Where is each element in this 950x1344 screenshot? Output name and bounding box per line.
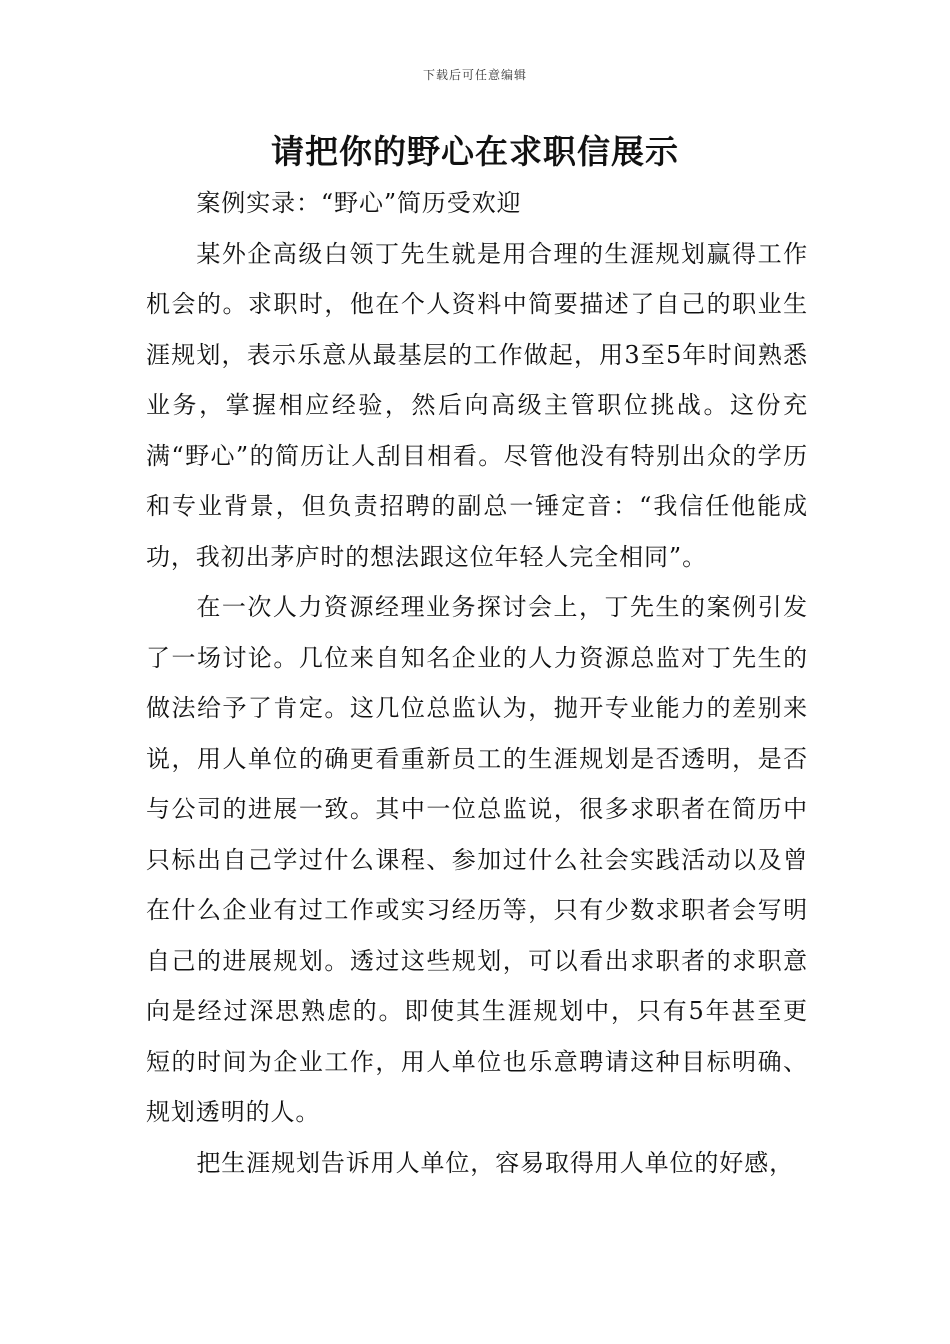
paragraph-1: 某外企高级白领丁先生就是用合理的生涯规划赢得工作机会的。求职时，他在个人资料中简要描述了自己的职业生涯规划，表示乐意从最基层的工作做起，用3至5年时间熟悉业务，掌握相应经验，然后向高级主管职位挑战。这份充满“野心”的简历让人刮目相看。尽管他没有特别出众的学历和专业背景，但负责招聘的副总一锤定音：“我信任他能成功，我初出茅庐时的想法跟这位年轻人完全相同”。 [146,239,808,571]
document-body [146,178,808,1188]
document-title: 请把你的野心在求职信展示 [271,132,679,171]
header-note: 下载后可任意编辑 [422,68,527,82]
paragraph-3: 把生涯规划告诉用人单位，容易取得用人单位的好感， [196,1148,794,1177]
section-subheading: 案例实录：“野心”简历受欢迎 [196,189,522,217]
paragraph-2: 在一次人力资源经理业务探讨会上，丁先生的案例引发了一场讨论。几位来自知名企业的人力资源总监对丁先生的做法给予了肯定。这几位总监认为，抛开专业能力的差别来说，用人单位的确更看重新员工的生涯规划是否透明，是否与公司的进展一致。其中一位总监说，很多求职者在简历中只标出自己学过什么课程、参加过什么社会实践活动以及曾在什么企业有过工作或实习经历等，只有少数求职者会写明自己的进展规划。透过这些规划，可以看出求职者的求职意向是经过深思熟虑的。即使其生涯规划中，只有5年甚至更短的时间为企业工作，用人单位也乐意聘请这种目标明确、规划透明的人。 [146,593,808,1126]
